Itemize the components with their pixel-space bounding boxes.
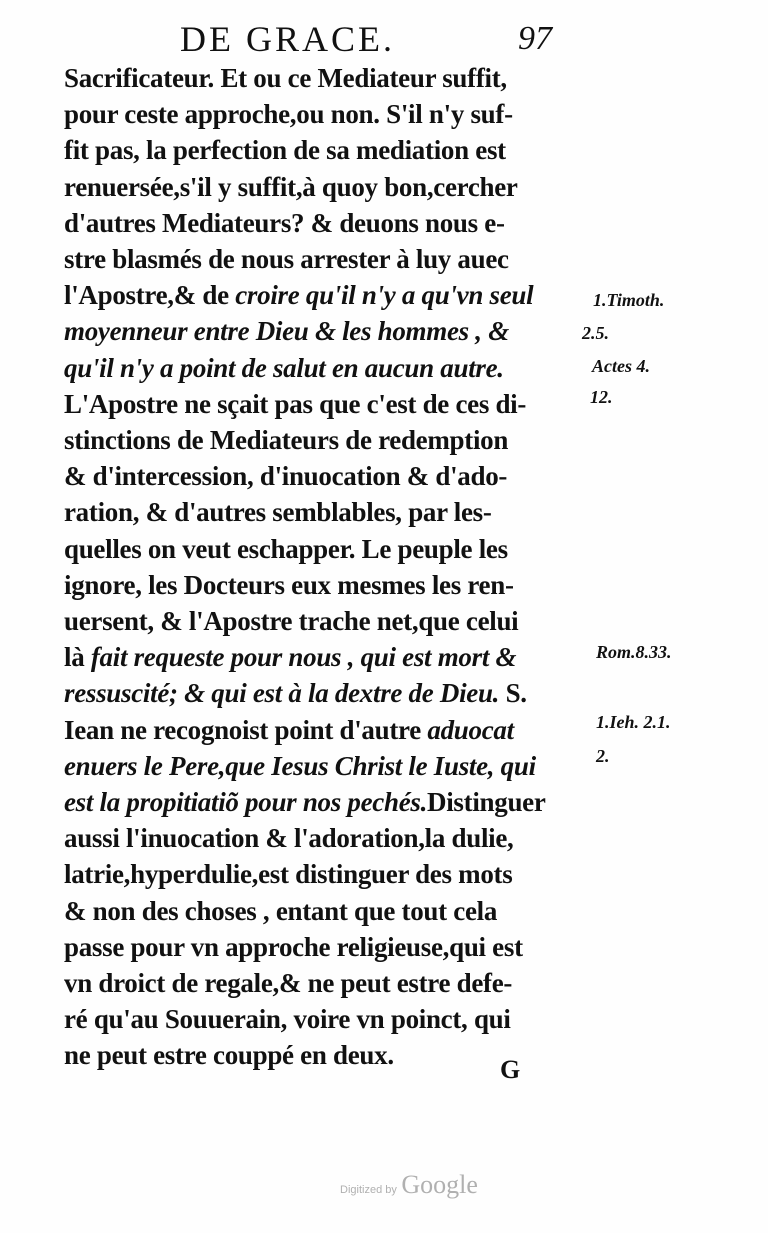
text-segment: quelles on veut eschapper. Le peuple les <box>64 533 508 564</box>
running-header: DE GRACE. <box>180 19 395 59</box>
text-segment: d'autres Mediateurs? & deuons nous e- <box>64 207 505 238</box>
text-segment: pour ceste approche,ou non. S'il n'y suf- <box>64 99 513 130</box>
italic-text-segment: enuers le Pere,que Iesus Christ le Iuste, qui <box>64 750 536 781</box>
italic-text-segment: aduocat <box>427 714 514 745</box>
text-segment: ré qu'au Souuerain, voire vn poinct, qui <box>64 1004 511 1035</box>
italic-text-segment: ressuscité; & qui est à la dextre de Dieu. <box>64 678 500 709</box>
signature-mark: G <box>500 1055 521 1084</box>
text-segment: vn droict de regale,& ne peut estre defe- <box>64 968 513 998</box>
text-segment: latrie,hyperdulie,est distinguer des mots <box>64 859 513 890</box>
text-line <box>64 171 518 203</box>
text-line <box>64 858 512 890</box>
text-line <box>64 388 526 420</box>
text-line <box>64 750 536 782</box>
text-line <box>64 207 505 239</box>
text-segment: stre blasmés de nous arrester à luy auec <box>64 244 509 274</box>
watermark-small-text: Digitized by <box>340 1184 397 1196</box>
margin-reference: 2. <box>596 746 610 766</box>
margin-reference: 2.5. <box>582 323 609 343</box>
italic-text-segment: fait requeste pour nous , qui est mort & <box>90 642 517 673</box>
text-segment: aussi l'inuocation & l'adoration,la dulie, <box>64 823 514 854</box>
text-segment: S. <box>499 678 527 709</box>
text-line <box>64 931 523 963</box>
text-line <box>64 822 514 854</box>
text-segment: & non des choses , entant que tout cela <box>64 895 498 926</box>
text-segment: ration, & d'autres semblables, par les- <box>64 497 492 528</box>
text-line <box>64 641 516 673</box>
text-segment: renuersée,s'il y suffit,à quoy bon,cercher <box>64 171 518 202</box>
text-line <box>64 677 527 709</box>
text-segment: Distinguer <box>427 787 546 817</box>
text-line <box>64 605 518 637</box>
text-segment: Iean ne recognoist point d'autre <box>64 714 428 745</box>
text-line <box>64 895 497 927</box>
text-line <box>64 1039 394 1071</box>
text-segment: ignore, les Docteurs eux mesmes les ren- <box>64 569 514 600</box>
text-segment: l'Apostre,& de <box>64 280 236 311</box>
text-segment: là <box>64 642 91 673</box>
text-line <box>64 1003 511 1035</box>
margin-reference: 1.Ieh. 2.1. <box>596 712 671 732</box>
text-line <box>64 496 492 528</box>
digitized-watermark <box>340 1170 478 1200</box>
text-line <box>64 533 508 565</box>
margin-reference: Actes 4. <box>592 356 650 376</box>
margin-reference: 12. <box>590 387 613 407</box>
text-line <box>64 714 514 746</box>
text-line <box>64 98 513 130</box>
watermark-google-text: Google <box>401 1170 478 1199</box>
italic-text-segment: moyenneur entre Dieu & les hommes , & <box>64 316 509 347</box>
italic-text-segment: est la propitiatiõ pour nos pechés. <box>64 787 428 817</box>
text-line <box>64 460 507 492</box>
text-line <box>64 967 512 999</box>
text-line <box>64 243 509 275</box>
text-line <box>64 279 533 311</box>
text-segment: stinctions de Mediateurs de redemption <box>64 425 509 455</box>
italic-text-segment: croire qu'il n'y a qu'vn seul <box>235 280 534 311</box>
margin-reference: Rom.8.33. <box>596 642 672 662</box>
text-segment: uersent, & l'Apostre trache net,que celui <box>64 606 519 636</box>
text-line <box>64 62 507 94</box>
text-segment: & d'intercession, d'inuocation & d'ado- <box>64 461 508 492</box>
italic-text-segment: qu'il n'y a point de salut en aucun autre. <box>64 352 504 383</box>
text-line <box>64 424 508 456</box>
page-number: 97 <box>518 20 552 57</box>
text-line <box>64 786 546 818</box>
text-segment: ne peut estre couppé en deux. <box>64 1040 394 1071</box>
text-line <box>64 569 514 601</box>
text-line <box>64 315 509 347</box>
text-line <box>64 134 506 166</box>
text-segment: fit pas, la perfection de sa mediation est <box>64 135 506 166</box>
text-segment: Sacrificateur. Et ou ce Mediateur suffit, <box>64 63 507 93</box>
text-segment: passe pour vn approche religieuse,qui est <box>64 931 523 962</box>
text-line <box>64 352 504 384</box>
margin-reference: 1.Timoth. <box>593 290 665 310</box>
text-segment: L'Apostre ne sçait pas que c'est de ces di- <box>64 388 527 419</box>
